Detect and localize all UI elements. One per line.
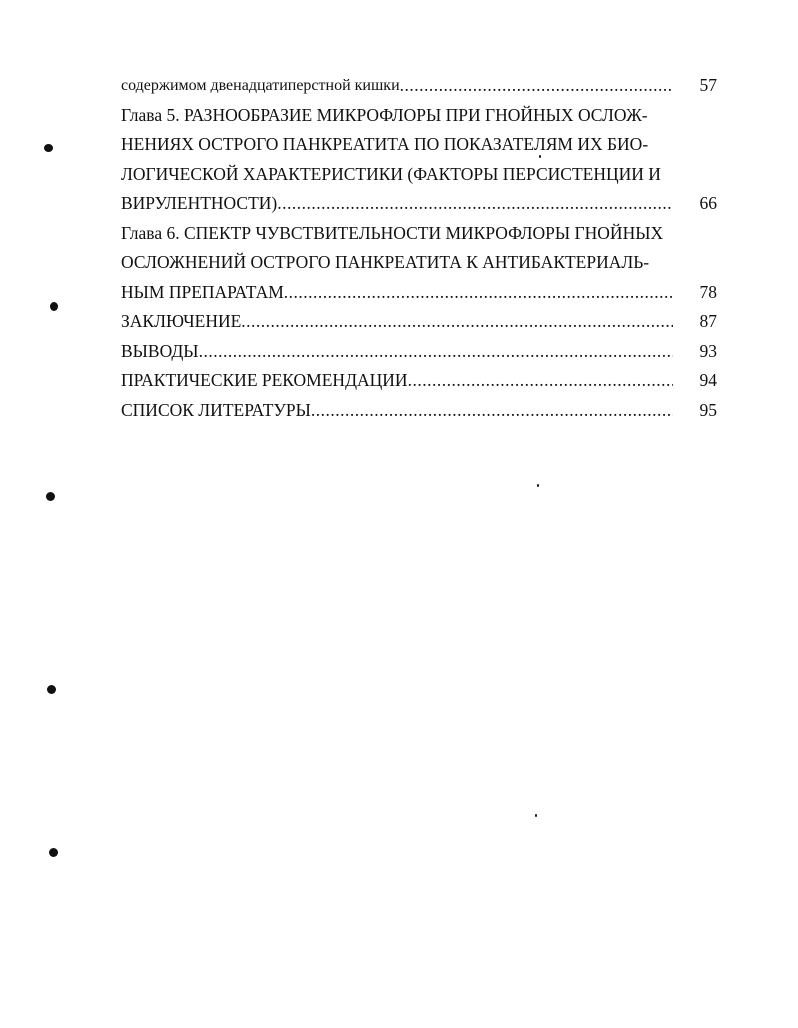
scan-speck [539, 155, 541, 158]
toc-entry-text [121, 101, 673, 219]
toc-entry [121, 101, 717, 219]
scan-speck [537, 484, 539, 487]
toc-entry-title: ЗАКЛЮЧЕНИЕ [121, 311, 242, 331]
toc-entry-title: содержимом двенадцатиперстной кишки [121, 77, 400, 94]
toc-page-number: 78 [699, 281, 717, 302]
toc-entry-title: ПРАКТИЧЕСКИЕ РЕКОМЕНДАЦИИ [121, 370, 408, 390]
toc-page-number: 57 [699, 75, 717, 95]
leader-dots [311, 396, 673, 426]
toc-line: НЕНИЯХ ОСТРОГО ПАНКРЕАТИТА ПО ПОКАЗАТЕЛЯМ ИХ БИО- [121, 134, 649, 154]
toc-line: ОСЛОЖНЕНИЙ ОСТРОГО ПАНКРЕАТИТА К АНТИБАКТЕРИАЛЬ- [121, 252, 650, 272]
binder-hole-mark [46, 492, 55, 501]
toc-entry-text [121, 219, 673, 308]
binder-hole-mark [49, 848, 58, 857]
toc-line [121, 307, 673, 337]
leader-dots [400, 71, 673, 101]
binder-hole-mark [44, 144, 53, 152]
toc-line [121, 337, 673, 367]
toc-entry-title: ВИРУЛЕНТНОСТИ) [121, 193, 278, 213]
toc-entry [121, 337, 717, 367]
binder-hole-mark [50, 302, 58, 311]
leader-dots [408, 366, 673, 396]
toc-entry-text [121, 396, 673, 426]
toc-entry-title: ВЫВОДЫ [121, 340, 199, 361]
toc-page-number: 94 [699, 370, 717, 390]
binder-hole-mark [47, 685, 56, 694]
toc-entry-text [121, 337, 673, 367]
toc-line [121, 396, 673, 426]
toc-line: Глава 5. РАЗНООБРАЗИЕ МИКРОФЛОРЫ ПРИ ГНОЙНЫХ ОСЛОЖ- [121, 104, 648, 125]
leader-dots [241, 307, 673, 337]
toc-line [121, 366, 673, 396]
toc-entry [121, 366, 717, 396]
leader-dots [277, 189, 673, 219]
toc-entry [121, 396, 717, 426]
toc-entry-text [121, 366, 673, 396]
toc-entry-title: СПИСОК ЛИТЕРАТУРЫ [121, 399, 311, 420]
toc-entry [121, 219, 717, 308]
toc-page-number: 95 [699, 399, 717, 420]
toc-entry-title: НЫМ ПРЕПАРАТАМ [121, 281, 284, 302]
toc-entry [121, 71, 717, 101]
toc-line [121, 189, 673, 219]
toc-line: Глава 6. СПЕКТР ЧУВСТВИТЕЛЬНОСТИ МИКРОФЛОРЫ ГНОЙНЫХ [121, 222, 664, 243]
toc-entry-text [121, 307, 673, 337]
toc-page-number: 93 [699, 340, 717, 361]
table-of-contents [121, 71, 717, 425]
toc-entry [121, 307, 717, 337]
toc-line: ЛОГИЧЕСКОЙ ХАРАКТЕРИСТИКИ (ФАКТОРЫ ПЕРСИСТЕНЦИИ И [121, 163, 661, 184]
toc-page-number: 87 [699, 311, 717, 331]
toc-page-number: 66 [699, 193, 717, 213]
toc-entry-text [121, 71, 673, 101]
leader-dots [199, 337, 673, 367]
toc-line [121, 71, 673, 101]
leader-dots [284, 278, 673, 308]
scan-speck [535, 814, 537, 817]
toc-line [121, 278, 673, 308]
